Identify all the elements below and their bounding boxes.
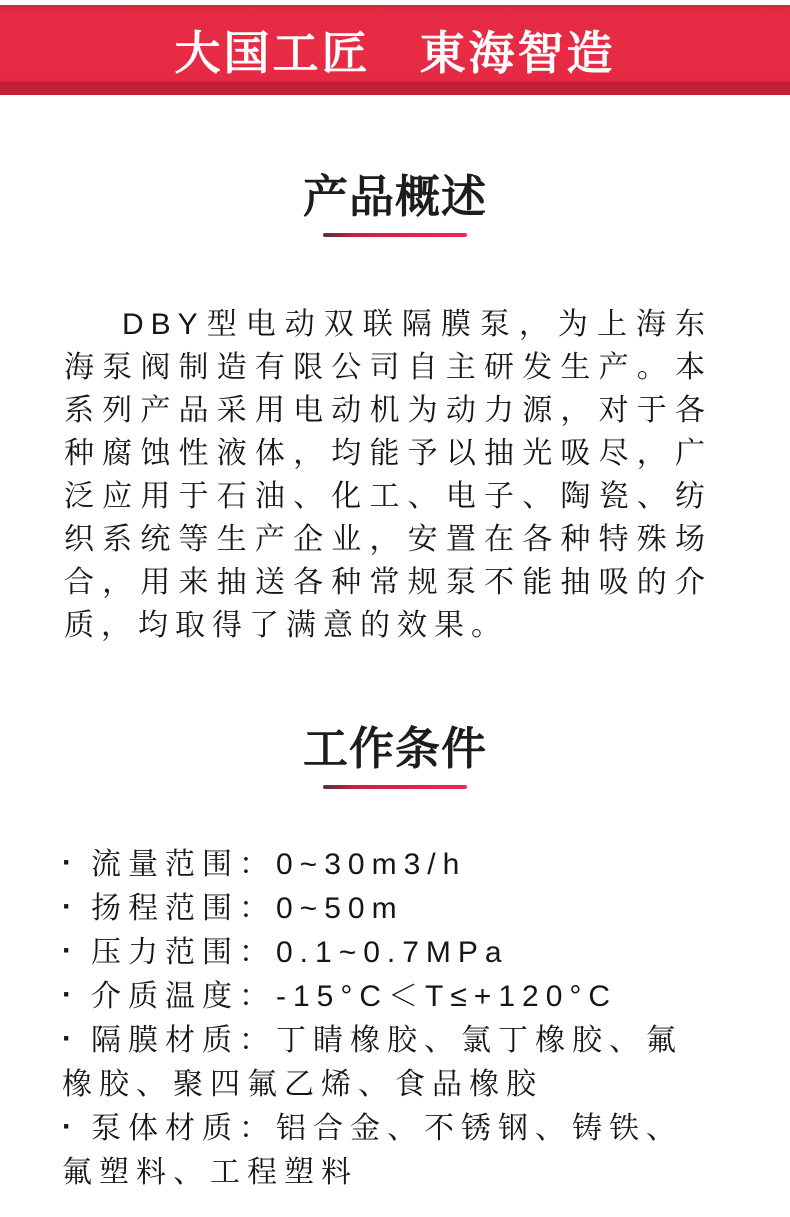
condition-text: 流量范围：0~30m3/h [91,848,467,881]
banner-title: 大国工匠 東海智造 [174,27,616,79]
condition-text: 介质温度：-15°C＜T≤+120°C [91,980,618,1013]
section-working-conditions [0,725,790,1195]
condition-text: 压力范围：0.1~0.7MPa [91,936,509,969]
bullet-dot: · [62,934,79,967]
bullet-dot: · [62,890,79,923]
condition-text: 泵体材质：铝合金、不锈钢、铸铁、氟塑料、工程塑料 [62,1112,683,1189]
overview-paragraph: DBY型电动双联隔膜泵，为上海东海泵阀制造有限公司自主研发生产。本系列产品采用电动机为动力源，对于各种腐蚀性液体，均能予以抽光吸尽，广泛应用于石油、化工、电子、陶瓷、纺织系统等生产企业，安置在各种特殊场合，用来抽送各种常规泵不能抽吸的介质，均取得了满意的效果。 [64,308,712,642]
list-item-pump-body-material [62,1107,712,1195]
list-item-diaphragm-material [62,1019,712,1107]
condition-text: 隔膜材质：丁睛橡胶、氯丁橡胶、氟橡胶、聚四氟乙烯、食品橡胶 [62,1024,683,1101]
bullet-dot: · [62,846,79,879]
bullet-dot: · [62,1022,79,1055]
list-item-pressure-range [62,931,712,975]
section-title-working-conditions: 工作条件 [302,723,487,774]
title-underline [323,233,467,237]
section-overview [0,173,790,647]
condition-text: 扬程范围：0~50m [91,892,404,925]
title-underline [323,785,467,789]
bullet-dot: · [62,1110,79,1143]
list-item-medium-temperature [62,975,712,1019]
list-item-head-range [62,887,712,931]
list-item-flow-range [62,843,712,887]
top-banner [0,5,790,95]
section-title-overview: 产品概述 [302,171,487,222]
bullet-dot: · [62,978,79,1011]
conditions-list [62,843,712,1195]
